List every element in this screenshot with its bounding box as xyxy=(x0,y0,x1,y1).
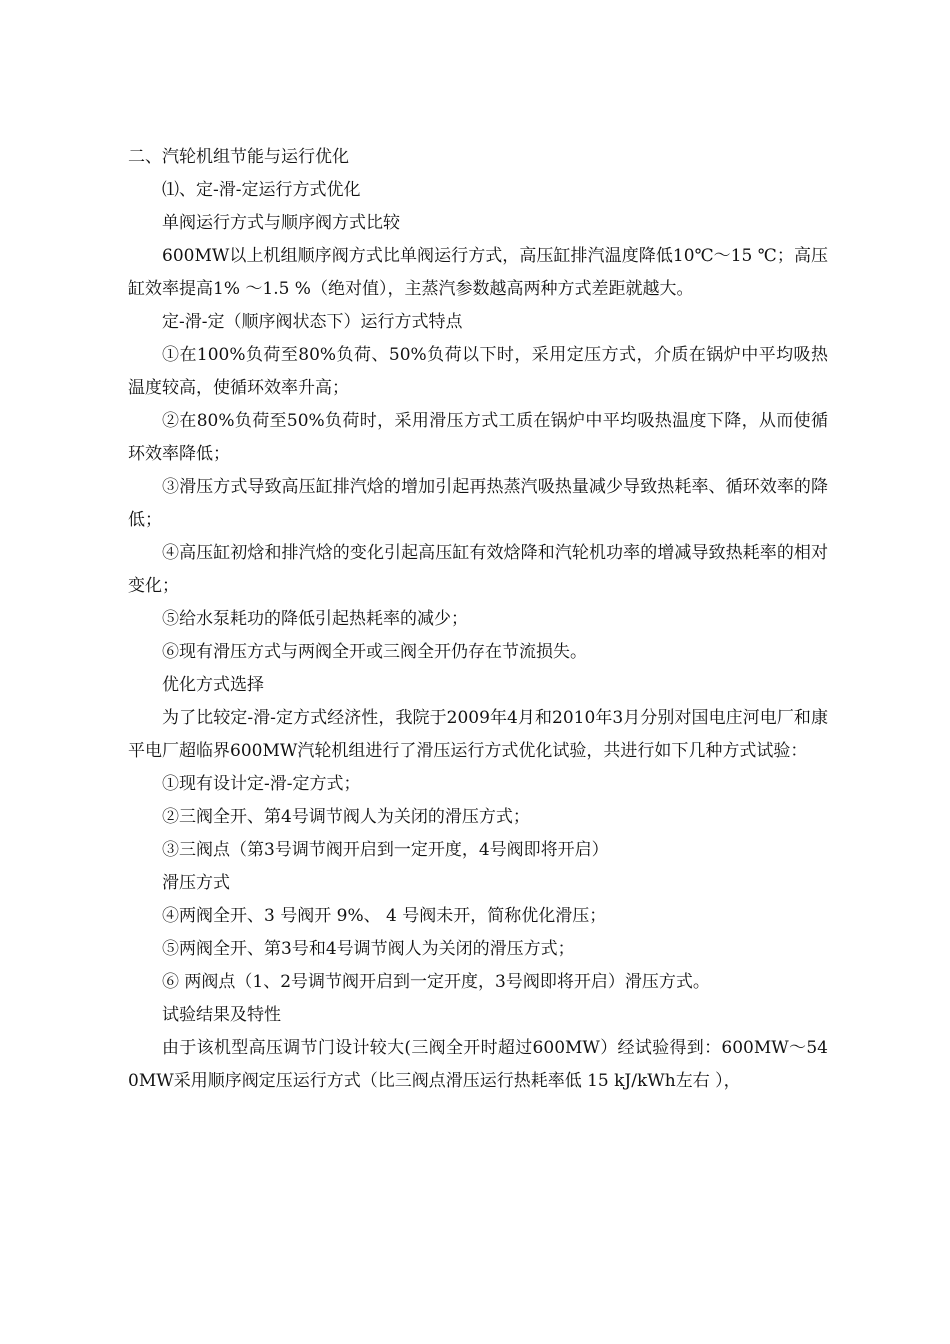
topic-heading: 单阀运行方式与顺序阀方式比较 xyxy=(162,213,400,233)
list-item: ⑤两阀全开、第3号和4号调节阀人为关闭的滑压方式； xyxy=(162,939,575,959)
list-item: ④两阀全开、3 号阀开 9%、 4 号阀未开，简称优化滑压； xyxy=(162,906,607,926)
list-item: ④高压缸初焓和排汽焓的变化引起高压缸有效焓降和汽轮机功率的增减导致热耗率的相对变化； xyxy=(128,543,828,596)
topic-heading: 试验结果及特性 xyxy=(162,1005,281,1025)
list-item: ②在80%负荷至50%负荷时，采用滑压方式工质在锅炉中平均吸热温度下降，从而使循环效率降低； xyxy=(128,411,828,464)
topic-heading: 优化方式选择 xyxy=(162,675,264,695)
body-paragraph: 为了比较定-滑-定方式经济性，我院于2009年4月和2010年3月分别对国电庄河电厂和康平电厂超临界600MW汽轮机组进行了滑压运行方式优化试验，共进行如下几种方式试验： xyxy=(128,708,828,761)
list-item-continuation: 滑压方式 xyxy=(162,873,230,893)
list-item: ⑥现有滑压方式与两阀全开或三阀全开仍存在节流损失。 xyxy=(162,642,587,662)
subsection-heading: ⑴、定-滑-定运行方式优化 xyxy=(162,180,361,200)
body-paragraph: 600MW以上机组顺序阀方式比单阀运行方式，高压缸排汽温度降低10℃～15 ℃；高压缸效率提高1% ～1.5 %（绝对值），主蒸汽参数越高两种方式差距就越大。 xyxy=(128,246,828,299)
section-heading: 二、汽轮机组节能与运行优化 xyxy=(128,147,349,167)
body-paragraph: 由于该机型高压调节门设计较大(三阀全开时超过600MW）经试验得到：600MW～540MW采用顺序阀定压运行方式（比三阀点滑压运行热耗率低 15 kJ/kWh左右 ）， xyxy=(128,1038,828,1091)
list-item: ①在100%负荷至80%负荷、50%负荷以下时，采用定压方式，介质在锅炉中平均吸热温度较高，使循环效率升高； xyxy=(128,345,828,398)
list-item: ②三阀全开、第4号调节阀人为关闭的滑压方式； xyxy=(162,807,530,827)
list-item: ③三阀点（第3号调节阀开启到一定开度，4号阀即将开启） xyxy=(162,840,609,860)
list-item: ⑤给水泵耗功的降低引起热耗率的减少； xyxy=(162,609,468,629)
topic-heading: 定-滑-定（顺序阀状态下）运行方式特点 xyxy=(162,312,463,332)
list-item: ①现有设计定-滑-定方式； xyxy=(162,774,361,794)
list-item: ③滑压方式导致高压缸排汽焓的增加引起再热蒸汽吸热量减少导致热耗率、循环效率的降低； xyxy=(128,477,828,530)
document-body xyxy=(128,141,828,1098)
list-item: ⑥ 两阀点（1、2号调节阀开启到一定开度，3号阀即将开启）滑压方式。 xyxy=(162,972,710,992)
